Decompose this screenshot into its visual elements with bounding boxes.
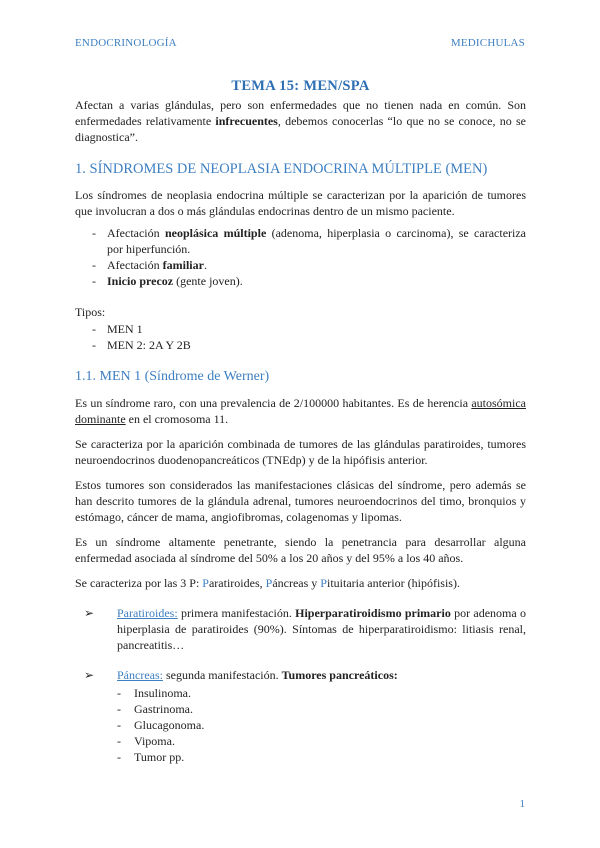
header-subject: ENDOCRINOLOGÍA (75, 37, 177, 49)
men1-paragraph-2: Se caracteriza por la aparición combinada de tumores de las glándulas paratiroides, tumores neuroendocrinos duodenopancreáticos (TNEdp) y de la hipófisis anterior. (75, 437, 526, 467)
list-item: - Vipoma. (117, 733, 526, 749)
arrow-bullet-icon: ➢ (84, 606, 95, 620)
men1-paragraph-3: Estos tumores son considerados las manifestaciones clásicas del síndrome, pero además se han descrito tumores de la glándula adrenal, tumores neuroendocrinos del timo, bronquios y estómago, cáncer de mama, angiofibromas, colagenomas y lipomas. (75, 478, 526, 524)
types-list (75, 321, 526, 353)
list-item: - Inicio precoz (gente joven). (92, 273, 526, 289)
list-item: - Glucagonoma. (117, 717, 526, 733)
section-1-heading: 1. SÍNDROMES DE NEOPLASIA ENDOCRINA MÚLTIPLE (MEN) (75, 161, 488, 177)
list-item: - Gastrinoma. (117, 701, 526, 717)
page-title: TEMA 15: MEN/SPA (231, 78, 370, 94)
pancreatic-tumors-list (75, 685, 526, 765)
list-item: - Afectación neoplásica múltiple (adenoma, hiperplasia o carcinoma), se caracteriza por hiperfunción. (92, 225, 526, 257)
list-item: - MEN 1 (92, 321, 526, 337)
men1-paragraph-1: Es un síndrome raro, con una prevalencia de 2/100000 habitantes. Es de herencia autosómica dominante en el cromosoma 11. (75, 396, 526, 426)
arrow-bullet-icon: ➢ (84, 668, 95, 682)
document-body (75, 78, 526, 765)
list-item: - MEN 2: 2A Y 2B (92, 337, 526, 353)
section-1-paragraph: Los síndromes de neoplasia endocrina múltiple se caracterizan por la aparición de tumores que involucran a dos o más glándulas endocrinas dentro de un mismo paciente. (75, 188, 526, 218)
pancreas-label: Páncreas: (117, 668, 163, 682)
paratiroides-label: Paratiroides: (117, 606, 178, 620)
intro-paragraph: Afectan a varias glándulas, pero son enfermedades que no tienen nada en común. Son enfermedades relativamente infrecuentes, debemos conocerlas “lo que no se conoce, no se diagnostica”. (75, 98, 526, 144)
page-number: 1 (519, 798, 525, 810)
men1-paragraph-4: Es un síndrome altamente penetrante, siendo la penetrancia para desarrollar alguna enfermedad asociada al síndrome del 50% a los 20 años y del 95% a los 40 años. (75, 535, 526, 565)
list-item: - Tumor pp. (117, 749, 526, 765)
features-list (75, 225, 526, 289)
men1-paragraph-5: Se caracteriza por las 3 P: Paratiroides, Páncreas y Pituitaria anterior (hipófisis). (75, 576, 460, 590)
section-1-1-heading: 1.1. MEN 1 (Síndrome de Werner) (75, 369, 270, 384)
pancreas-item: ➢ Páncreas: segunda manifestación. Tumores pancreáticos: (84, 668, 398, 682)
paratiroides-item: ➢ Paratiroides: primera manifestación. Hiperparatiroidismo primario por adenoma o hiperplasia de paratiroides (90%). Síntomas de hiperparatiroidismo: litiasis renal, pancreatitis… (84, 606, 526, 652)
header-author: MEDICHULAS (450, 37, 525, 49)
types-label: Tipos: (75, 305, 106, 319)
list-item: - Insulinoma. (117, 685, 526, 701)
list-item: - Afectación familiar. (92, 257, 526, 273)
